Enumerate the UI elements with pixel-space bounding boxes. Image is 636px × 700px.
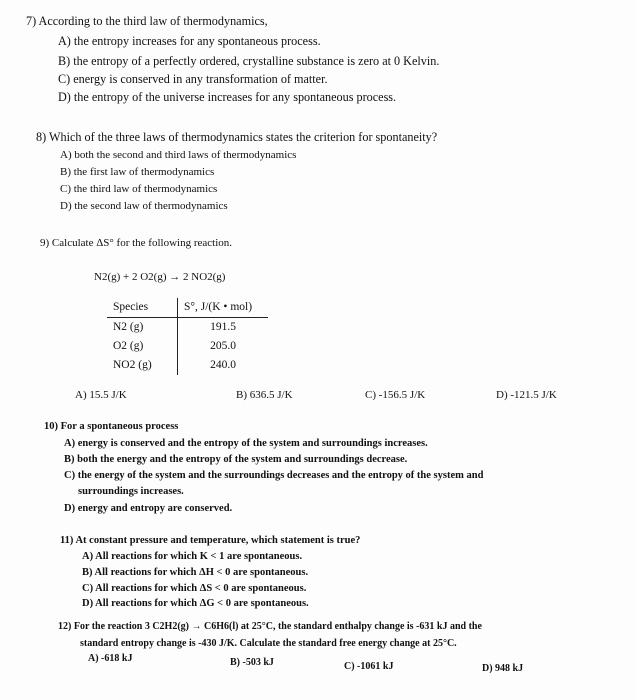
table-cell-species: NO2 (g) bbox=[107, 356, 178, 375]
q10-stem: 10) For a spontaneous process bbox=[44, 421, 179, 432]
q12-stem-line2: standard entropy change is -430 J/K. Calculate the standard free energy change at 25°C. bbox=[80, 638, 457, 649]
q7-stem: 7) According to the third law of thermodynamics, bbox=[26, 14, 268, 28]
q9-stem: 9) Calculate ΔS° for the following reaction. bbox=[40, 237, 233, 249]
q9-option-d: D) -121.5 J/K bbox=[496, 389, 557, 401]
q7-option-b: B) the entropy of a perfectly ordered, crystalline substance is zero at 0 Kelvin. bbox=[58, 54, 440, 68]
q8-option-c: C) the third law of thermodynamics bbox=[60, 183, 218, 195]
q9-option-b: B) 636.5 J/K bbox=[236, 389, 293, 401]
q10-option-c: C) the energy of the system and the surroundings decreases and the entropy of the system and bbox=[64, 470, 484, 481]
q12-option-a: A) -618 kJ bbox=[88, 653, 133, 664]
q12-stem-line1: 12) For the reaction 3 C2H2(g) → C6H6(l) at 25°C, the standard enthalpy change is -631 kJ and the bbox=[58, 621, 482, 632]
table-cell-value: 205.0 bbox=[210, 340, 236, 352]
q10-option-a: A) energy is conserved and the entropy of the system and surroundings increases. bbox=[64, 438, 428, 449]
table-cell-value: 240.0 bbox=[210, 359, 236, 371]
q11-option-a: A) All reactions for which K < 1 are spontaneous. bbox=[82, 551, 303, 562]
q11-option-b: B) All reactions for which ΔH < 0 are spontaneous. bbox=[82, 567, 309, 578]
q7-option-a: A) the entropy increases for any spontaneous process. bbox=[58, 34, 321, 48]
table-cell-value: 191.5 bbox=[210, 321, 236, 333]
q8-option-d: D) the second law of thermodynamics bbox=[60, 200, 228, 212]
q11-stem: 11) At constant pressure and temperature, which statement is true? bbox=[60, 535, 361, 546]
q12-option-d: D) 948 kJ bbox=[482, 663, 524, 674]
table-header-entropy: S°, J/(K • mol) bbox=[178, 298, 269, 318]
q10-option-b: B) both the energy and the entropy of the system and surroundings decrease. bbox=[64, 454, 408, 465]
table-row bbox=[107, 356, 268, 375]
table-cell-species: N2 (g) bbox=[107, 318, 178, 338]
table-header-species: Species bbox=[107, 298, 178, 318]
q9-option-a: A) 15.5 J/K bbox=[75, 389, 127, 401]
table-cell-species: O2 (g) bbox=[107, 337, 178, 356]
table-row bbox=[107, 337, 268, 356]
q10-option-d: D) energy and entropy are conserved. bbox=[64, 503, 233, 514]
q8-option-a: A) both the second and third laws of thermodynamics bbox=[60, 149, 297, 161]
table-row bbox=[107, 318, 268, 338]
q10-option-c-cont: surroundings increases. bbox=[78, 486, 184, 497]
q8-option-b: B) the first law of thermodynamics bbox=[60, 166, 215, 178]
q7-option-c: C) energy is conserved in any transformation of matter. bbox=[58, 72, 328, 86]
q7-option-d: D) the entropy of the universe increases for any spontaneous process. bbox=[58, 90, 397, 104]
q11-option-c: C) All reactions for which ΔS < 0 are spontaneous. bbox=[82, 583, 307, 594]
q12-option-c: C) -1061 kJ bbox=[344, 661, 394, 672]
q8-stem: 8) Which of the three laws of thermodynamics states the criterion for spontaneity? bbox=[36, 130, 438, 144]
q11-option-d: D) All reactions for which ΔG < 0 are spontaneous. bbox=[82, 598, 309, 609]
q9-option-c: C) -156.5 J/K bbox=[365, 389, 426, 401]
q12-option-b: B) -503 kJ bbox=[230, 657, 274, 668]
entropy-table bbox=[107, 298, 268, 375]
q9-reaction: N2(g) + 2 O2(g) → 2 NO2(g) bbox=[94, 271, 226, 283]
